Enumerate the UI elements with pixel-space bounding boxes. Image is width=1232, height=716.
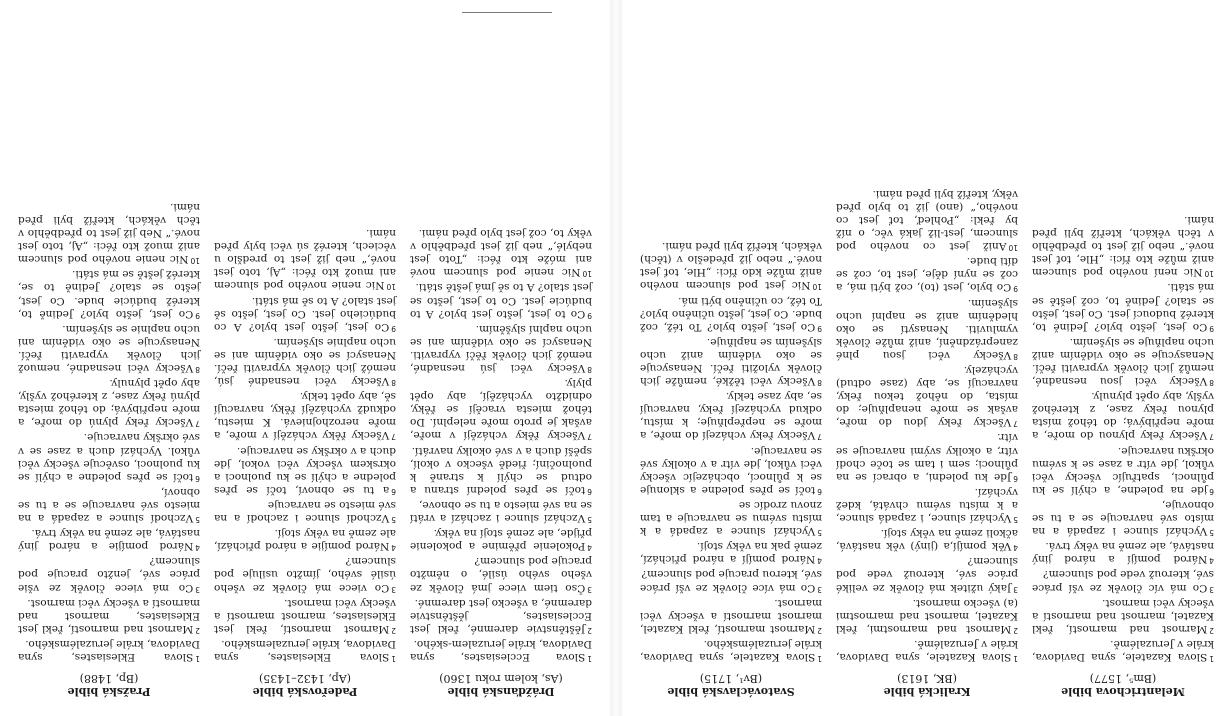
verse-text: Vzchodí slunce i zachodí a na své miesto se navracuje: [214, 498, 396, 525]
scan-edge-line: [462, 12, 552, 13]
bible-name: Drážďanská bible: [447, 685, 555, 698]
verse-text: Nic jest pod sluncem nového aniž může kdo říci: „Hle, toť jest nové.“ nebo již předešlo v (těch) věkách, kteříž byli před námi.: [640, 240, 822, 292]
verse-number: 4: [1209, 556, 1214, 566]
verse-number: 9: [391, 323, 396, 333]
verse-text: Co jest, ješto bylo? Jedině to, kteréž budoucí jest. Co jest, ješto se stalo? Jedině to, což ještě se má státi.: [1032, 281, 1214, 333]
verse-text: Národ pomíjie a národ jiný nastává, ale země na věky trvá.: [18, 527, 200, 553]
verse-text: Jaký užitek má člověk ze veliké práce své, kterouž vede pod sluncem?: [836, 555, 1018, 594]
verse-text: Všecky věci těžké, nemůže jich člověk vyložiti řečí. Nenasycuje se oko viděním aniž ucho slyšením se naplňuje.: [640, 335, 822, 388]
verse: [18, 526, 200, 554]
verse-number: 9: [195, 310, 200, 320]
verse-text: Marnost marností, řekl jest Eklesiastes, marnost marností a všecky věci marnost.: [214, 596, 396, 635]
verse-number: 3: [817, 584, 822, 594]
verse: [836, 554, 1018, 595]
verse: [410, 226, 592, 280]
verse-number: 7: [391, 432, 396, 442]
verse-text: Slova Eklesiastes, syna Davidova, krále jeruzalémského.: [18, 637, 200, 663]
bible-column: [18, 200, 200, 698]
verse-text: Všecky věci jsou plné zaneprázdnění, aniž může člověk vymluviti. Nenasytí se oko hleděním aniž se naplní ucho slyšením.: [836, 296, 1018, 361]
verse-text: Vychází slunce a zapadá a k místu svému se navracuje a tam znovu zrodíc se: [640, 498, 822, 538]
verse: [836, 526, 1018, 554]
bible-siglum: (Bv¹, 1715): [699, 672, 763, 685]
verse-text: Všecky věci nesnadné jsú, nemóž jich člověk vypraviti řečí. Nenasycí se oko viděním ani se ucho naplnie slyšením.: [214, 335, 396, 388]
verse-number: 5: [817, 528, 822, 538]
verse-text: Všecky řěky vcházějí v moře, a moře nerozhojnievá. K miestu, odkudž vycházějí řěky, navracují sě, aby opět tekly.: [214, 390, 396, 442]
column-header: [836, 672, 1018, 698]
verse: [410, 322, 592, 376]
verse-text: Co to jest, ješto jest bylo? A to budúcie jest. Co to jest, ješto se jest stalo? A to sě jmá ještě státi.: [410, 281, 592, 320]
verse-number: 1: [1013, 654, 1018, 663]
verse: [214, 526, 396, 554]
verse-number: 4: [587, 543, 592, 553]
bible-name: Pražská bible: [67, 685, 151, 698]
verse-number: 6: [195, 473, 200, 483]
verse-text: Čso tiem viece jmá člověk ze všeho svého úsilé, o němžto pracuje pod sluncem?: [410, 555, 592, 594]
column-header: [410, 672, 592, 698]
verse-number: 8: [195, 365, 200, 375]
bible-column: [214, 226, 396, 698]
verse-number: 7: [587, 432, 592, 442]
verse: [640, 539, 822, 567]
verse: [1032, 637, 1214, 665]
verse: [1032, 280, 1214, 334]
verse: [836, 485, 1018, 526]
verse-text: Věk pomíjí,a (jiný) věk nastává, ačkoli země na věky stojí.: [836, 527, 1018, 553]
verse: [1032, 335, 1214, 389]
verse-number: 1: [587, 654, 592, 663]
verse: [640, 335, 822, 389]
verse-number: 3: [1209, 584, 1214, 594]
verse: [1032, 213, 1214, 280]
verse: [1032, 498, 1214, 539]
verse-text: Všecky řeky plynou do moře, a moře nepřibývá; do téhož místa plynou řeky zase, z kteréhož vyšly, aby opět plynuly.: [1032, 390, 1214, 442]
verse-number: 8: [817, 378, 822, 388]
verse-text: Všecky řeky vcházejí do moře, a moře se nepřeplňuje; k místu, odkud vycházejí řeky, navracují se, aby zase tekly.: [640, 390, 822, 442]
verse-text: Slova Eklesiastes, syna Davidova, krále jeruzalemského.: [214, 637, 396, 663]
verse-text: Slova Kazatele, syna Davidova, krále jeruzalémského.: [640, 637, 822, 663]
verse-number: 7: [817, 432, 822, 442]
verse-text: Nic nenie pod sluncem nové ani móže kto řéci: „Toto jest nebylé,“ neb již jest předběhlo v věky to, což jest bylo před námi.: [410, 227, 592, 279]
bible-name: Melantrichova bible: [1061, 685, 1185, 698]
verse-number: 4: [1013, 543, 1018, 553]
verse: [410, 596, 592, 637]
column-header: [214, 672, 396, 698]
verse: [410, 554, 592, 595]
verse-text: Vzchodí slunce a zapadá a na miesto své navracuje se a tu se obnoví,: [18, 485, 200, 525]
verse-text: Nic nenie nového pod sluncem ani muož kto řéci: „Aj, toto jest nové,“ neb již jest to predšlo u věciech, kteréž sú věci byly před námi.: [214, 227, 396, 292]
verse: [640, 596, 822, 637]
bible-siglum: (BK, 1613): [897, 672, 957, 685]
verse-number: 2: [1209, 625, 1214, 635]
verse: [1032, 596, 1214, 637]
verse-number: 2: [1013, 625, 1018, 635]
verse-number: 10: [1008, 243, 1018, 253]
verse-number: 9: [1209, 323, 1214, 333]
verse: [640, 444, 822, 498]
verse: [18, 322, 200, 376]
verse-text: Co bylo, jest (to), což býti má, a což se nyní děje, jest to, což se díti bude.: [836, 255, 1018, 294]
bible-column: [836, 187, 1018, 698]
verse-text: Všecky věci jsou nesnadné, nemůž jich člověk vypraviti řečí. Nenasycuje se oko viděním aniž ucho naplňuje se slyšením.: [1032, 335, 1214, 388]
verse-text: Co jest, ješto bylo? Jedině to, kteréž budúcie bude. Co jest, ješto se stalo? Jedině to se, kteréž ještě se má státi.: [18, 268, 200, 320]
verse-number: 9: [1013, 284, 1018, 294]
verse-text: točí se přes poledne a sklonuje se k půlnocí, obcházejíc všecky věci vůkol, jde vítr a v okolky své se navracuje.: [640, 444, 822, 496]
verse-number: 5: [1013, 515, 1018, 525]
verse-number: 1: [391, 654, 396, 663]
verse: [214, 335, 396, 389]
verse-number: 7: [1209, 432, 1214, 442]
verse-text: Co má viece člověk ze všie práce své, jenžto pracuje pod sluncem?: [18, 555, 200, 594]
verse-text: jde na poledne, a chýlí se ku půlnoci, spatřujíc všecky věci vůkol, jde vítr a zase se k svému okršku navracuje.: [1032, 444, 1214, 496]
verse-number: 6: [1209, 486, 1214, 496]
verse-text: Vychází slunce, i zapadá slunce, a k místu svému chvátá, kdež vychází.: [836, 485, 1018, 525]
verse: [214, 389, 396, 443]
verse-text: Všecky věci jsú nesnadné, nemóž jich člověk řěčí vypraviti. Nenasycí se oko viděním ani se ucho naplní slyšěním.: [410, 322, 592, 375]
verse: [1032, 444, 1214, 498]
verse-text: Vzchází slunce i zachází a vrátí se na své miesto a tu se obnove,: [410, 498, 592, 525]
verse-number: 10: [386, 282, 396, 292]
verse-number: 5: [195, 515, 200, 525]
verse-number: 4: [195, 543, 200, 553]
verse: [410, 280, 592, 321]
verse: [410, 637, 592, 665]
column-header: [640, 672, 822, 698]
verse-text: Jde ku poledni, a obrací se na půlnoci; sem i tam se toče chodí vítr, a okolky svými navracuje se vítr.: [836, 431, 1018, 483]
verse: [640, 293, 822, 334]
verse-text: Jěštěnstvie daremné, řekl jest Ecclesiastes, jěštěnstvie daremné, a všecko jest daremné.: [410, 596, 592, 635]
verse-number: 2: [391, 625, 396, 635]
verse-number: 4: [817, 556, 822, 566]
left-page: [622, 0, 1232, 716]
verse-number: 5: [587, 515, 592, 525]
verse-text: Co jest, ješto bylo? To též, což bude. Co jest, ješto učiněno bylo? To též, co učiněno býti má.: [640, 294, 822, 333]
bible-column: [640, 239, 822, 698]
verse-number: 6: [817, 486, 822, 496]
verse-number: 8: [1209, 378, 1214, 388]
bible-name: Kralická bible: [883, 685, 971, 698]
verse: [1032, 389, 1214, 443]
verse-number: 1: [195, 654, 200, 663]
verse-text: Nic nenie nového pod sluncem aniž muož kto řéci: „Aj, toto jest nové.“ Neb již jest to předběhlo v těch věkách, kteříž byli před námi.: [18, 200, 200, 266]
verse-number: 1: [1209, 654, 1214, 663]
verse-text: Co jest, ješto jest bylo? A co budúcieho jest. Co jest, ješto sě jest stalo? A to sě má státi.: [214, 294, 396, 333]
verse-text: Co má víc člověk ze vší práce své, kterouž vede pod sluncem?: [1032, 568, 1214, 594]
verse-number: 2: [195, 625, 200, 635]
verse-text: Slova Kazatele, syna Davidova, krále v Jeruzalémě.: [836, 637, 1018, 663]
verse: [1032, 567, 1214, 595]
bible-siglum: (Bm⁵, 1577): [1089, 672, 1157, 685]
verse: [640, 498, 822, 539]
verse-number: 9: [587, 310, 592, 320]
verse-number: 3: [1013, 584, 1018, 594]
verse-text: Všecky řeky jdou do moře, avšak se moře nenaplňuje; do místa, do něhož tekou řeky, navracují se, aby (zase odtud) vycházely.: [836, 364, 1018, 429]
verse-text: Národ pomíjie a národ přichází, ale země na věky stojí.: [214, 527, 396, 553]
book-gutter: [610, 0, 622, 716]
verse: [214, 498, 396, 526]
verse-number: 10: [582, 269, 592, 279]
verse: [18, 554, 200, 595]
verse-text: Marnost nad marností, řekl jest Eklesiastes, marnost nad marností a všecky věci marnost.: [18, 596, 200, 635]
bible-column: [410, 226, 592, 698]
verse-text: točí se přes poledne a chýlí se ku puolnoci, osvěcuje všecky věci vůkol. Vychází duch a zase se v své okršky navracuje.: [18, 431, 200, 483]
verse: [410, 376, 592, 443]
verse: [836, 637, 1018, 665]
verse: [18, 596, 200, 637]
verse-text: Co má více člověk ze vší práce své, kterou pracuje pod sluncem?: [640, 568, 822, 594]
verse: [410, 444, 592, 498]
verse-text: Všecky věci nesnadné, nemuož jich člověk vypraviti řečí. Nenasycuje se oko viděním ani ucho naplnie se slyšením.: [18, 322, 200, 375]
verse-text: Co viece má člověk ze všeho úsilé svého, jímžto usiluje pod sluncem?: [214, 555, 396, 594]
verse-text: Pokolenie přěmine a pokolenie přijde, ale země stojí na věky.: [410, 527, 592, 553]
verse: [214, 637, 396, 665]
verse: [836, 254, 1018, 295]
verse: [836, 430, 1018, 484]
bible-column: [1032, 213, 1214, 698]
verse: [214, 226, 396, 293]
bible-siglum: (Bp, 1488): [79, 672, 139, 685]
bible-name: Padeřovská bible: [252, 685, 358, 698]
verse-number: 3: [391, 584, 396, 594]
column-header: [1032, 672, 1214, 698]
verse: [640, 239, 822, 293]
verse: [18, 637, 200, 665]
bible-siglum: (Ap, 1432–1435): [258, 672, 352, 685]
verse-number: 7: [1013, 419, 1018, 429]
verse-number: 2: [587, 625, 592, 635]
verse-number: 10: [190, 256, 200, 266]
right-page: [0, 0, 610, 716]
verse-number: 6: [1013, 473, 1018, 483]
bible-name: Svatováclavská bible: [667, 685, 795, 698]
verse: [214, 444, 396, 498]
verse: [410, 526, 592, 554]
verse-number: 6: [391, 486, 396, 496]
verse-number: 4: [391, 543, 396, 553]
verse: [18, 430, 200, 484]
verse-number: 6: [587, 486, 592, 496]
verse-number: 5: [391, 515, 396, 525]
verse: [836, 187, 1018, 254]
verse: [410, 498, 592, 526]
verse: [640, 567, 822, 595]
verse-number: 5: [1209, 528, 1214, 538]
verse: [214, 293, 396, 334]
verse-number: 9: [817, 323, 822, 333]
verse-text: Všecky řěky vcházějí v moře, avšak je proto moře neleplní. Do téhož miesta vracějí se řěky, odnidžto vycházějí, aby opět plyly.: [410, 377, 592, 442]
verse-number: 8: [1013, 351, 1018, 361]
bible-siglum: (As, kolem roku 1360): [439, 672, 563, 685]
verse: [18, 200, 200, 267]
verse-text: Národ pomíjí a národ jiný nastává, ale země na věky trvá.: [1032, 540, 1214, 566]
verse: [18, 376, 200, 430]
verse-text: Marnost nad marností, řekl Kazatel, marnost nad marností a všecky věci marnost.: [1032, 596, 1214, 635]
verse: [1032, 539, 1214, 567]
verse-text: Slova Ecclesiastes, syna Davidova, krále jeruzalem-ského.: [410, 637, 592, 663]
verse-text: Aniž jest co nového pod sluncem, jest-liž jaká věc, o níž by řekl: „Pohleď, toť jest co nového,“ (ano) již to bylo před věky, kteříž byli před námi.: [836, 187, 1018, 253]
verse-text: Vychází slunce i zapadá a na místo své navracuje se a tu se obnovuje,: [1032, 498, 1214, 538]
verse-number: 8: [391, 378, 396, 388]
verse-text: Slova Kazatele, syna Davidova, krále v Jeruzalémě.: [1032, 637, 1214, 663]
verse-number: 7: [195, 419, 200, 429]
verse-text: a tu se obnoví, točí se přes poledne a chýlí se ku puolnoci a okrskem všecky věci vokol, jde duch a v okršky se navracuje.: [214, 444, 396, 496]
verse-number: 1: [817, 654, 822, 663]
verse: [214, 596, 396, 637]
verse-number: 3: [587, 584, 592, 594]
verse: [640, 637, 822, 665]
verse-text: Marnost nad marnostmi, řekl Kazatel, marnost nad marnostmi (a) všecko marnost.: [836, 596, 1018, 635]
verse-text: točí se přes polední stranu a odtud se chýlí k straně k puolnočiní; řiedě všecko v okolí, spěší duch a v své okolky navrátí.: [410, 444, 592, 496]
verse: [836, 363, 1018, 430]
column-header: [18, 672, 200, 698]
verse-number: 2: [817, 625, 822, 635]
verse: [18, 267, 200, 321]
verse: [836, 295, 1018, 362]
verse-number: 10: [1204, 269, 1214, 279]
verse-number: 3: [195, 584, 200, 594]
verse-text: Marnost marností, řekl Kazatel, marnost marností a všecky věci marnost.: [640, 596, 822, 635]
verse-text: Všecky řeky plynú do moře, a moře nepřibývá; do téhož miesta plynú řeky zase, z kteréhož vyšly, aby opět plynuly.: [18, 377, 200, 429]
verse-number: 8: [587, 365, 592, 375]
verse-text: Národ pomíjí a národ přichází, země pak na věky stojí.: [640, 540, 822, 566]
verse-number: 10: [812, 282, 822, 292]
verse: [640, 389, 822, 443]
verse: [836, 596, 1018, 637]
verse: [18, 485, 200, 526]
verse-text: Nic není nového pod sluncem aniž může kto říci: „Hle, toť jest nové.“ nebo již jest to předběhlo v těch věkách, kteříž byli před námi.: [1032, 214, 1214, 279]
verse: [214, 554, 396, 595]
